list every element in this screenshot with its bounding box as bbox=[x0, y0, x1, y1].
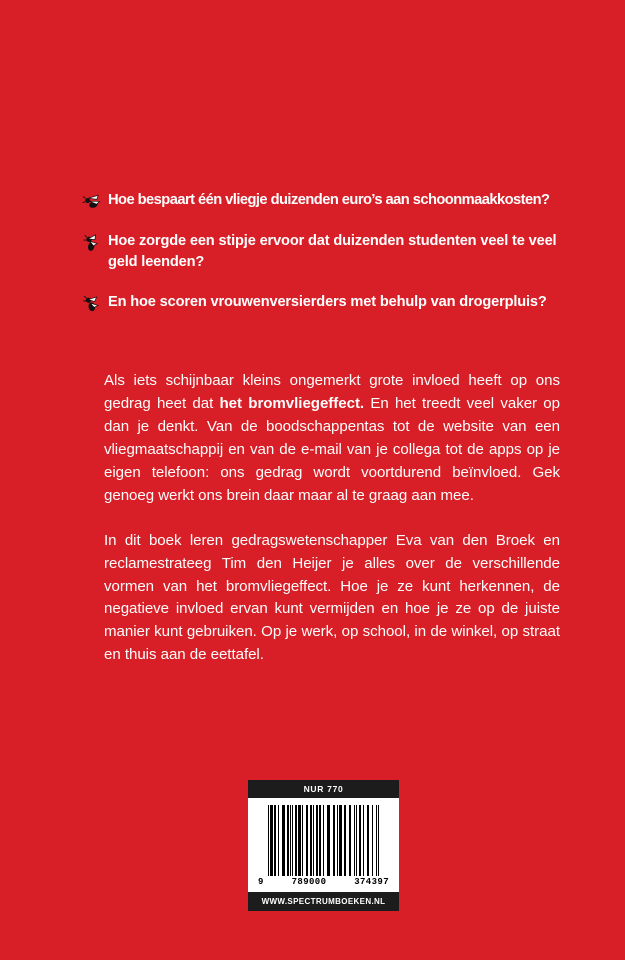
question-text: Hoe zorgde een stipje ervoor dat duizenden studenten veel te veel geld leenden? bbox=[108, 233, 557, 270]
question-text: Hoe bespaart één vliegje duizenden euro’s aan schoonmaakkosten? bbox=[108, 192, 550, 208]
fly-icon bbox=[82, 234, 102, 252]
isbn-group-2: 789000 bbox=[291, 877, 327, 887]
blurb-keyword: het bromvliegeffect. bbox=[219, 394, 365, 412]
fly-icon bbox=[82, 295, 102, 313]
isbn-digits bbox=[256, 876, 391, 887]
list-item bbox=[82, 292, 562, 313]
blurb-paragraph-1 bbox=[104, 370, 560, 508]
nur-label: NUR 770 bbox=[248, 780, 399, 798]
list-item bbox=[82, 231, 562, 272]
blurb-text bbox=[104, 370, 560, 667]
fly-icon bbox=[82, 193, 102, 211]
blurb-p1-lead: Als iets schijnbaar kleins ongemerkt grote invloed heeft op ons gedrag heet dat bbox=[104, 372, 560, 412]
isbn-group-1: 9 bbox=[258, 877, 264, 887]
question-text: En hoe scoren vrouwenversierders met behulp van drogerpluis? bbox=[108, 294, 547, 311]
barcode-bars bbox=[256, 805, 391, 876]
barcode-block bbox=[248, 780, 399, 911]
list-item bbox=[82, 190, 562, 211]
blurb-p1-rest: En het treedt veel vaker op dan je denkt. Van de boodschappentas tot de website van een vliegmaatschappij en van de e-mail van je collega tot de apps op je eigen telefoon: ons gedrag wordt voortdurend beïnvloed. Gek genoeg werkt ons brein daar maar al te graag aan mee. bbox=[104, 394, 560, 504]
question-list bbox=[82, 190, 562, 313]
blurb-paragraph-2: In dit boek leren gedragswetenschapper Eva van den Broek en reclamestrateeg Tim den Heijer je alles over de verschillende vormen van het bromvliegeffect. Hoe je ze kunt herkennen, de negatieve invloed ervan kunt vermijden en hoe je ze op de juiste manier kunt gebruiken. Op je werk, op school, in de winkel, op straat en thuis aan de eettafel. bbox=[104, 531, 560, 664]
isbn-group-3: 374397 bbox=[354, 877, 389, 887]
publisher-url: WWW.SPECTRUMBOEKEN.NL bbox=[248, 892, 399, 911]
barcode-graphic bbox=[248, 798, 399, 889]
